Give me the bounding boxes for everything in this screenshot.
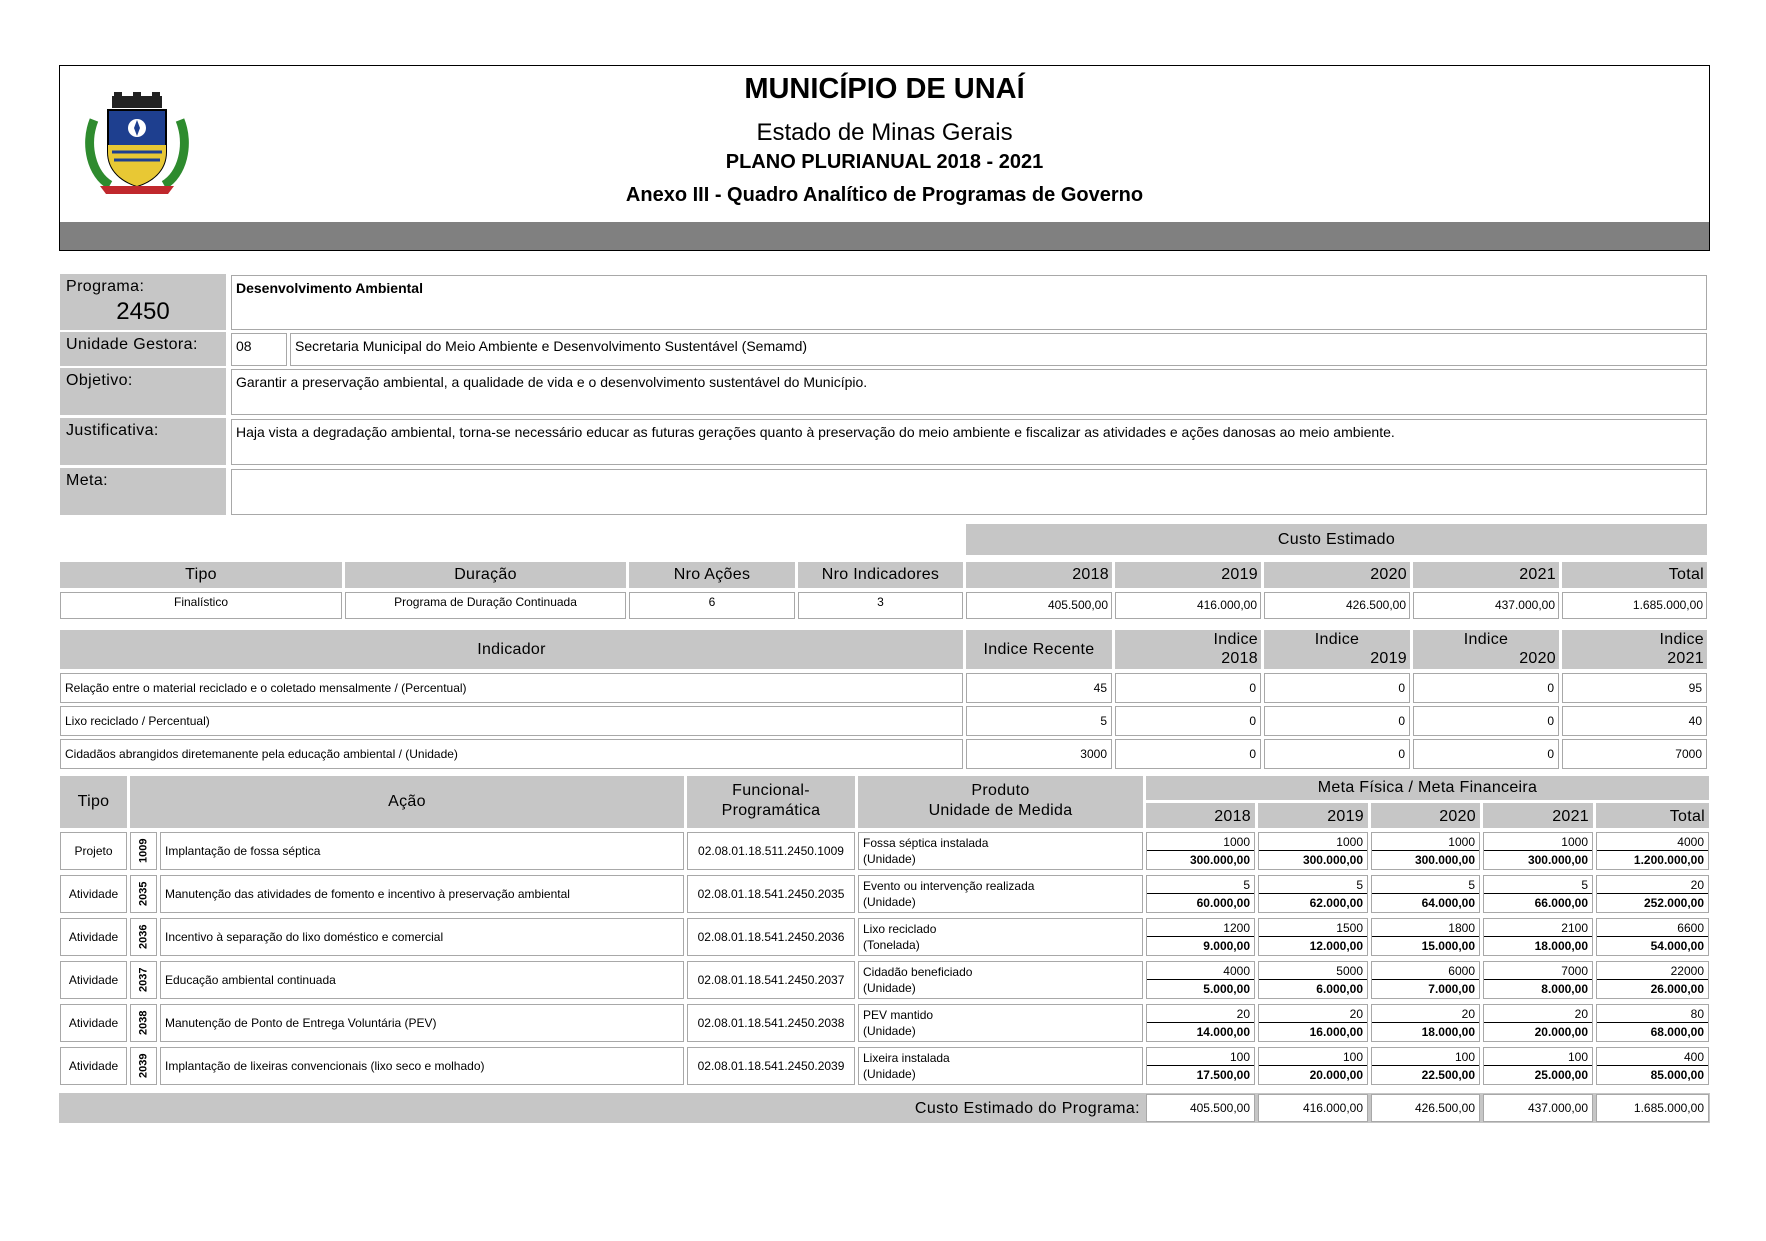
program-total-value: 405.500,00	[1146, 1094, 1255, 1122]
meta-cell	[1371, 875, 1480, 913]
meta-cell	[1258, 875, 1368, 913]
meta-cell	[1483, 961, 1593, 999]
summary-header-cell: Tipo	[60, 562, 342, 588]
product-unit: (Unidade)	[863, 852, 916, 866]
indicator-value: 0	[1264, 739, 1410, 769]
meta-year-header: 2021	[1483, 803, 1593, 828]
meta-physical: 100	[1484, 1048, 1592, 1066]
meta-financial: 8.000,00	[1541, 982, 1588, 996]
meta-physical: 7000	[1484, 962, 1592, 980]
action-product	[858, 1047, 1143, 1085]
product-unit: (Unidade)	[863, 1024, 916, 1038]
index-2018-header: Indice 2018	[1115, 630, 1261, 669]
meta-physical: 1200	[1147, 919, 1254, 937]
meta-financial: 26.000,00	[1650, 982, 1704, 996]
meta-cell	[1483, 832, 1593, 870]
meta-financial: 12.000,00	[1309, 939, 1363, 953]
meta-cell	[1371, 1004, 1480, 1042]
meta-financial: 16.000,00	[1309, 1025, 1363, 1039]
product-name: Evento ou intervenção realizada	[863, 879, 1035, 893]
meta-financial: 25.000,00	[1534, 1068, 1588, 1082]
program-total-value: 1.685.000,00	[1596, 1094, 1709, 1122]
meta-cell	[1483, 875, 1593, 913]
meta-year-header: 2018	[1146, 803, 1255, 828]
meta-cell	[1596, 961, 1709, 999]
meta-financial: 64.000,00	[1421, 896, 1475, 910]
action-functional-code: 02.08.01.18.541.2450.2036	[687, 918, 855, 956]
product-unit: (Unidade)	[863, 981, 916, 995]
index-2020-header: Indice 2020	[1413, 630, 1559, 669]
summary-header-cell: 2021	[1413, 562, 1559, 588]
program-total-value: 426.500,00	[1371, 1094, 1480, 1122]
indicator-value: 0	[1413, 673, 1559, 703]
meta-physical: 5	[1372, 876, 1479, 894]
meta-financial: 18.000,00	[1421, 1025, 1475, 1039]
summary-header-cell: 2020	[1264, 562, 1410, 588]
justification-text: Haja vista a degradação ambiental, torna-se necessário educar as futuras gerações quanto à preservação do meio ambiente e fiscalizar as atividades e ações danosas ao meio ambiente.	[231, 419, 1707, 465]
meta-financial: 17.500,00	[1196, 1068, 1250, 1082]
report-header	[59, 65, 1710, 251]
meta-financial: 14.000,00	[1196, 1025, 1250, 1039]
meta-financial: 22.500,00	[1421, 1068, 1475, 1082]
action-functional-code: 02.08.01.18.541.2450.2035	[687, 875, 855, 913]
action-type: Atividade	[60, 1004, 127, 1042]
meta-cell	[1596, 1047, 1709, 1085]
indicator-value: 7000	[1562, 739, 1707, 769]
recent-index-header: Indice Recente	[966, 630, 1112, 669]
action-product	[858, 832, 1143, 870]
indicator-name: Lixo reciclado / Percentual)	[60, 706, 963, 736]
program-total-value: 416.000,00	[1258, 1094, 1368, 1122]
action-code: 2039	[130, 1047, 157, 1085]
meta-physical: 100	[1372, 1048, 1479, 1066]
summary-value-cell: 437.000,00	[1413, 592, 1559, 619]
action-product	[858, 961, 1143, 999]
meta-cell	[1146, 832, 1255, 870]
action-code: 2037	[130, 961, 157, 999]
summary-header-cell: Nro Ações	[629, 562, 795, 588]
meta-cell	[1596, 918, 1709, 956]
indicator-value: 0	[1115, 673, 1261, 703]
meta-year-header: 2019	[1258, 803, 1368, 828]
action-code: 2035	[130, 875, 157, 913]
header-bar	[60, 222, 1709, 250]
summary-header-cell: 2018	[966, 562, 1112, 588]
product-name: Lixo reciclado	[863, 922, 937, 936]
meta-financial: 5.000,00	[1203, 982, 1250, 996]
meta-physical: 2100	[1484, 919, 1592, 937]
municipality-title: MUNICÍPIO DE UNAÍ	[744, 73, 1025, 105]
action-type: Atividade	[60, 1047, 127, 1085]
meta-physical: 5	[1484, 876, 1592, 894]
action-code: 2036	[130, 918, 157, 956]
meta-financial: 20.000,00	[1534, 1025, 1588, 1039]
action-type: Atividade	[60, 961, 127, 999]
action-product	[858, 918, 1143, 956]
meta-financial: 300.000,00	[1302, 853, 1363, 867]
meta-cell	[1146, 918, 1255, 956]
functional-header: Funcional- Programática	[687, 776, 855, 828]
meta-cell	[1483, 1047, 1593, 1085]
summary-value-cell: 416.000,00	[1115, 592, 1261, 619]
meta-financial: 1.200.000,00	[1633, 853, 1704, 867]
meta-cell	[1483, 918, 1593, 956]
action-type: Projeto	[60, 832, 127, 870]
meta-financial: 15.000,00	[1421, 939, 1475, 953]
indicator-value: 95	[1562, 673, 1707, 703]
cost-estimate-header: Custo Estimado	[966, 524, 1707, 555]
meta-physical: 1000	[1484, 833, 1592, 851]
meta-physical: 5000	[1259, 962, 1367, 980]
indicator-value: 3000	[966, 739, 1112, 769]
meta-financial: 85.000,00	[1650, 1068, 1704, 1082]
meta-physical: 20	[1372, 1005, 1479, 1023]
meta-cell	[1483, 1004, 1593, 1042]
product-unit: (Unidade)	[863, 895, 916, 909]
indicator-value: 0	[1413, 739, 1559, 769]
meta-financial: 300.000,00	[1414, 853, 1475, 867]
meta-financial: 300.000,00	[1527, 853, 1588, 867]
meta-cell	[1146, 961, 1255, 999]
meta-cell	[1258, 961, 1368, 999]
indicator-header: Indicador	[60, 630, 963, 669]
meta-cell	[1596, 1004, 1709, 1042]
action-type-header: Tipo	[60, 776, 127, 828]
program-label-cell	[60, 274, 226, 330]
meta-physical: 1000	[1147, 833, 1254, 851]
meta-financial: 66.000,00	[1534, 896, 1588, 910]
meta-year-header: 2020	[1371, 803, 1480, 828]
action-functional-code: 02.08.01.18.541.2450.2037	[687, 961, 855, 999]
meta-cell	[1371, 1047, 1480, 1085]
indicator-value: 40	[1562, 706, 1707, 736]
meta-cell	[1258, 832, 1368, 870]
action-name: Implantação de fossa séptica	[160, 832, 684, 870]
product-header: Produto Unidade de Medida	[858, 776, 1143, 828]
meta-financial: 18.000,00	[1534, 939, 1588, 953]
meta-cell	[1371, 961, 1480, 999]
summary-header-cell: Duração	[345, 562, 626, 588]
meta-physical: 5	[1147, 876, 1254, 894]
meta-physical: 6000	[1372, 962, 1479, 980]
indicator-name: Relação entre o material reciclado e o coletado mensalmente / (Percentual)	[60, 673, 963, 703]
action-functional-code: 02.08.01.18.511.2450.1009	[687, 832, 855, 870]
product-unit: (Tonelada)	[863, 938, 920, 952]
action-type: Atividade	[60, 875, 127, 913]
justification-label: Justificativa:	[60, 418, 226, 465]
action-code: 2038	[130, 1004, 157, 1042]
meta-physical: 20	[1597, 876, 1708, 894]
meta-financial: 6.000,00	[1316, 982, 1363, 996]
indicator-value: 0	[1264, 706, 1410, 736]
action-name: Educação ambiental continuada	[160, 961, 684, 999]
action-product	[858, 875, 1143, 913]
program-total-label: Custo Estimado do Programa:	[914, 1100, 1140, 1117]
summary-value-cell: Finalístico	[60, 592, 342, 619]
meta-physical: 1800	[1372, 919, 1479, 937]
meta-financial: 62.000,00	[1309, 896, 1363, 910]
indicator-value: 0	[1115, 739, 1261, 769]
summary-header-cell: Total	[1562, 562, 1707, 588]
action-functional-code: 02.08.01.18.541.2450.2039	[687, 1047, 855, 1085]
indicator-value: 0	[1264, 673, 1410, 703]
meta-physical: 400	[1597, 1048, 1708, 1066]
meta-financial: 20.000,00	[1309, 1068, 1363, 1082]
index-2021-header: Indice 2021	[1562, 630, 1707, 669]
meta-cell	[1146, 1047, 1255, 1085]
meta-physical: 20	[1484, 1005, 1592, 1023]
product-name: Cidadão beneficiado	[863, 965, 973, 979]
product-name: Lixeira instalada	[863, 1051, 950, 1065]
summary-value-cell: 405.500,00	[966, 592, 1112, 619]
meta-physical: 4000	[1597, 833, 1708, 851]
meta-physical: 20	[1259, 1005, 1367, 1023]
meta-physical: 1500	[1259, 919, 1367, 937]
meta-financial: 7.000,00	[1428, 982, 1475, 996]
indicator-value: 0	[1413, 706, 1559, 736]
indicator-value: 45	[966, 673, 1112, 703]
objective-label: Objetivo:	[60, 368, 226, 415]
action-name: Manutenção das atividades de fomento e incentivo à preservação ambiental	[160, 875, 684, 913]
action-name: Manutenção de Ponto de Entrega Voluntária (PEV)	[160, 1004, 684, 1042]
product-name: Fossa séptica instalada	[863, 836, 989, 850]
meta-physical: 22000	[1597, 962, 1708, 980]
program-label: Programa:	[66, 278, 145, 295]
action-product	[858, 1004, 1143, 1042]
meta-financial: 9.000,00	[1203, 939, 1250, 953]
indicator-value: 5	[966, 706, 1112, 736]
meta-cell	[1146, 875, 1255, 913]
unit-label: Unidade Gestora:	[60, 332, 226, 366]
action-header: Ação	[130, 776, 684, 828]
summary-value-cell: 1.685.000,00	[1562, 592, 1707, 619]
meta-financial: 300.000,00	[1189, 853, 1250, 867]
summary-header-cell: Nro Indicadores	[798, 562, 963, 588]
meta-physical: 100	[1147, 1048, 1254, 1066]
program-number: 2450	[116, 298, 170, 325]
action-type: Atividade	[60, 918, 127, 956]
summary-value-cell: 426.500,00	[1264, 592, 1410, 619]
indicator-value: 0	[1115, 706, 1261, 736]
goal-label: Meta:	[60, 468, 226, 515]
meta-cell	[1596, 875, 1709, 913]
meta-cell	[1258, 1004, 1368, 1042]
index-2019-header: Indice 2019	[1264, 630, 1410, 669]
program-total-value: 437.000,00	[1483, 1094, 1593, 1122]
meta-physical: 1000	[1372, 833, 1479, 851]
summary-value-cell: 3	[798, 592, 963, 619]
meta-physical: 20	[1147, 1005, 1254, 1023]
product-unit: (Unidade)	[863, 1067, 916, 1081]
meta-financial: 60.000,00	[1196, 896, 1250, 910]
meta-year-header: Total	[1596, 803, 1709, 828]
state-subtitle: Estado de Minas Gerais	[756, 119, 1013, 146]
objective-text: Garantir a preservação ambiental, a qualidade de vida e o desenvolvimento sustentável do Município.	[231, 369, 1707, 415]
meta-cell	[1596, 832, 1709, 870]
action-name: Incentivo à separação do lixo doméstico e comercial	[160, 918, 684, 956]
meta-cell	[1371, 918, 1480, 956]
summary-value-cell: 6	[629, 592, 795, 619]
meta-physical: 1000	[1259, 833, 1367, 851]
goal-text	[231, 469, 1707, 515]
meta-cell	[1258, 918, 1368, 956]
meta-physical: 6600	[1597, 919, 1708, 937]
summary-value-cell: Programa de Duração Continuada	[345, 592, 626, 619]
meta-physical: 100	[1259, 1048, 1367, 1066]
meta-financial: 252.000,00	[1643, 896, 1704, 910]
meta-cell	[1371, 832, 1480, 870]
action-functional-code: 02.08.01.18.541.2450.2038	[687, 1004, 855, 1042]
meta-header: Meta Física / Meta Financeira	[1146, 776, 1709, 800]
product-name: PEV mantido	[863, 1008, 934, 1022]
action-code: 1009	[130, 832, 157, 870]
plan-title: PLANO PLURIANUAL 2018 - 2021	[725, 151, 1044, 173]
unit-code: 08	[231, 333, 287, 366]
meta-physical: 4000	[1147, 962, 1254, 980]
meta-physical: 80	[1597, 1005, 1708, 1023]
indicator-name: Cidadãos abrangidos diretemanente pela educação ambiental / (Unidade)	[60, 739, 963, 769]
meta-financial: 68.000,00	[1650, 1025, 1704, 1039]
annex-title: Anexo III - Quadro Analítico de Programas de Governo	[625, 184, 1144, 206]
meta-physical: 5	[1259, 876, 1367, 894]
meta-cell	[1146, 1004, 1255, 1042]
meta-cell	[1258, 1047, 1368, 1085]
summary-header-cell: 2019	[1115, 562, 1261, 588]
meta-financial: 54.000,00	[1650, 939, 1704, 953]
action-name: Implantação de lixeiras convencionais (lixo seco e molhado)	[160, 1047, 684, 1085]
unit-name: Secretaria Municipal do Meio Ambiente e Desenvolvimento Sustentável (Semamd)	[290, 333, 1707, 366]
program-name: Desenvolvimento Ambiental	[231, 275, 1707, 330]
